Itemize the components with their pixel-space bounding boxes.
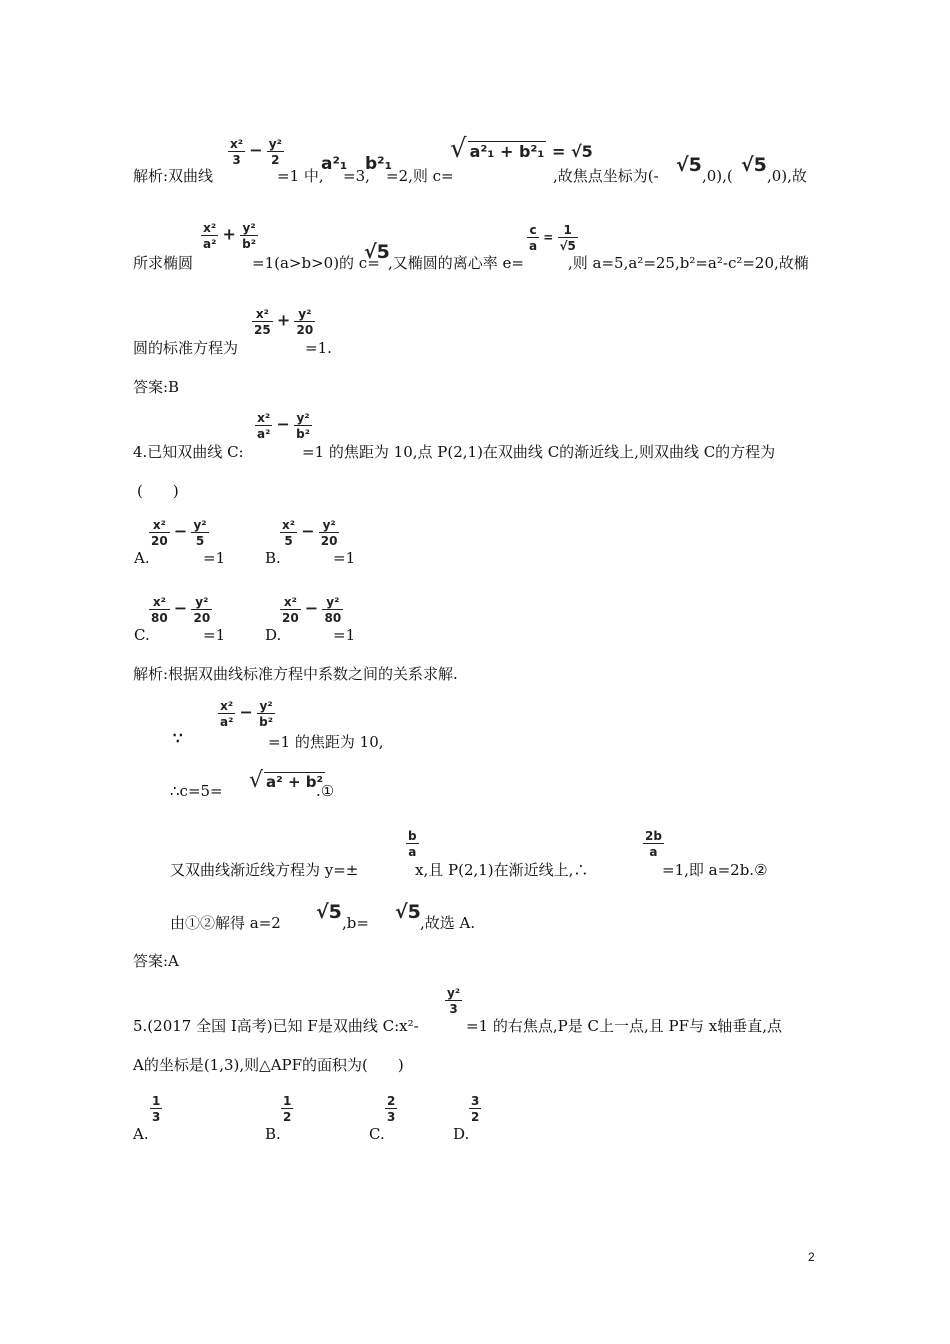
q4-hyperbola-fraction: $\frac{\text{x²}}{\text{a²}}$ − $\frac{\text{y²}}{\text{b²}}$ — [257, 411, 310, 441]
sol3-line3-a: 圆的标准方程为 — [133, 339, 239, 357]
q4-option-a-eq: $\frac{\text{x²}}{20}$ − $\frac{\text{y²}}{5}$ — [151, 518, 207, 548]
sol3-line3-b: =1. — [305, 339, 332, 357]
sol3-line2-a: 所求椭圆 — [133, 254, 194, 272]
sol3-line1-g: ,0),( — [702, 167, 733, 185]
q4-2b-over-a: $\frac{2b}{a}$ — [645, 829, 662, 859]
eccentricity-fraction: $\frac{c}{a}$ = $\frac{1}{√5}$ — [529, 223, 576, 253]
q5-option-c-frac: $\frac{2}{3}$ — [387, 1094, 396, 1124]
sol3-answer: 答案:B — [133, 378, 180, 396]
q4-blank: ( ) — [137, 482, 179, 500]
sol3-line1-f: ,故焦点坐标为(- — [553, 167, 659, 185]
q4-option-b-label: B. — [265, 549, 281, 567]
q4-step4-c: ,故选 A. — [420, 914, 476, 932]
q5-y2-over-3: $\frac{\text{y²}}{3}$ — [447, 986, 461, 1016]
q4-step4-b: ,b= — [342, 914, 369, 932]
q5-option-d-frac: $\frac{3}{2}$ — [471, 1094, 480, 1124]
q5-option-b-label: B. — [265, 1125, 281, 1143]
sqrt5-d: √5 — [316, 901, 342, 923]
q4-analysis: 解析:根据双曲线标准方程中系数之间的关系求解. — [133, 665, 458, 683]
q5-option-b-frac: $\frac{1}{2}$ — [283, 1094, 292, 1124]
q5-option-a-label: A. — [133, 1125, 149, 1143]
a1-squared: a²₁ — [321, 154, 348, 174]
ellipse-fraction: $\frac{\text{x²}}{\text{a²}}$ + $\frac{\text{y²}}{\text{b²}}$ — [203, 221, 256, 251]
q5-stem-a: 5.(2017 全国 Ⅰ高考)已知 F是双曲线 C:x²- — [133, 1017, 419, 1035]
ellipse-result-fraction: $\frac{\text{x²}}{25}$ + $\frac{\text{y²}}{20}$ — [254, 307, 314, 337]
sol3-line1-e: = — [441, 167, 454, 185]
q5-option-a-frac: $\frac{1}{3}$ — [152, 1094, 161, 1124]
q4-option-c-tail: =1 — [203, 626, 226, 644]
q4-stem-b: =1 的焦距为 10,点 P(2,1)在双曲线 C的渐近线上,则双曲线 C的方程为 — [302, 443, 776, 461]
q5-stem-b: =1 的右焦点,P是 C上一点,且 PF与 x轴垂直,点 — [466, 1017, 783, 1035]
q5-option-d-label: D. — [453, 1125, 470, 1143]
because-symbol: ∵ — [173, 729, 183, 747]
q4-sqrt-a2b2: √ a² + b² — [249, 768, 324, 793]
b1-squared: b²₁ — [365, 154, 393, 174]
sqrt5-e: √5 — [395, 901, 421, 923]
q4-stem-a: 4.已知双曲线 C: — [133, 443, 244, 461]
sol3-line1-d: =2,则 c — [386, 167, 442, 185]
q4-option-c-eq: $\frac{\text{x²}}{80}$ − $\frac{\text{y²}}{20}$ — [151, 595, 211, 625]
page-number: 2 — [808, 1250, 815, 1264]
sol3-line1-b: =1 中, — [277, 167, 324, 185]
q4-option-c-label: C. — [134, 626, 150, 644]
q4-option-d-label: D. — [265, 626, 282, 644]
q4-asymptote-fraction: $\frac{b}{a}$ — [408, 829, 417, 859]
q4-step2-a: ∴c=5= — [170, 782, 223, 800]
q4-step3-c: =1,即 a=2b.② — [662, 861, 768, 879]
q4-step3-a: 又双曲线渐近线方程为 y=± — [170, 861, 359, 879]
q5-option-c-label: C. — [369, 1125, 385, 1143]
q4-option-a-label: A. — [134, 549, 150, 567]
q4-option-d-tail: =1 — [333, 626, 356, 644]
q4-step1-tail: =1 的焦距为 10, — [268, 733, 384, 751]
hyperbola-fraction-1: $\frac{\text{x²}}{3}$ − $\frac{\text{y²}}{2}$ — [230, 137, 282, 167]
q4-step1-fraction: $\frac{\text{x²}}{\text{a²}}$ − $\frac{\text{y²}}{\text{b²}}$ — [220, 699, 273, 729]
sqrt5-b: √5 — [741, 154, 767, 176]
q5-stem-c: A的坐标是(1,3),则△APF的面积为( ) — [133, 1056, 404, 1074]
sol3-line2-d: ,则 a=5,a²=25,b²=a²-c²=20,故椭 — [568, 254, 809, 272]
sol3-line1-a: 解析:双曲线 — [133, 167, 214, 185]
q4-option-a-tail: =1 — [203, 549, 226, 567]
sqrt5-c: √5 — [364, 241, 390, 263]
q4-step2-b: .① — [316, 782, 335, 800]
sol3-line2-b: =1(a>b>0)的 c= — [252, 254, 380, 272]
q4-option-b-tail: =1 — [333, 549, 356, 567]
sol3-line1-c: =3, — [343, 167, 370, 185]
sqrt5-a: √5 — [676, 154, 702, 176]
c1-radical: √ a²₁ + b²₁ = √5 — [450, 134, 593, 164]
q4-answer: 答案:A — [133, 952, 179, 970]
sol3-line1-h: ,0),故 — [767, 167, 807, 185]
sol3-line2-c: ,又椭圆的离心率 e= — [388, 254, 524, 272]
q4-step4-a: 由①②解得 a=2 — [170, 914, 281, 932]
q4-option-b-eq: $\frac{\text{x²}}{5}$ − $\frac{\text{y²}}{20}$ — [282, 518, 338, 548]
q4-step3-b: x,且 P(2,1)在渐近线上,∴ — [415, 861, 589, 879]
q4-option-d-eq: $\frac{\text{x²}}{20}$ − $\frac{\text{y²}}{80}$ — [282, 595, 342, 625]
